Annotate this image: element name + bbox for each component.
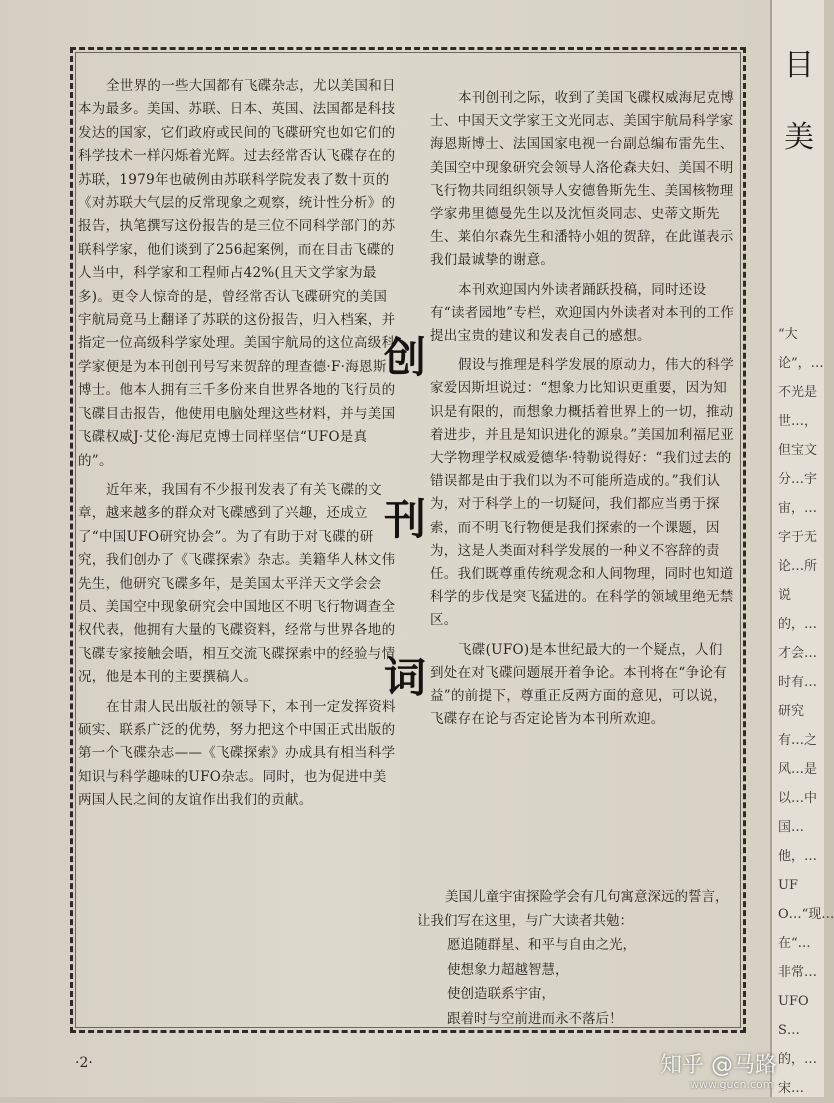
watermark-text: 知乎 @马路	[660, 1053, 777, 1078]
pledge-poem	[417, 933, 737, 1031]
poem-line: 跟着时与空前进而永不落后！	[447, 1010, 623, 1027]
poem-line: 使想象力超越智慧，	[447, 961, 569, 978]
next-page-title	[784, 30, 824, 174]
right-paragraph-2: 本刊欢迎国内外读者踊跃投稿，同时还设有“读者园地”专栏，欢迎国内外读者对本刊的工作提出宝贵的建议和发表自己的感想。	[430, 281, 735, 345]
page-number: ·2·	[75, 1055, 93, 1071]
right-column	[430, 87, 735, 731]
title-char-3: 词	[383, 653, 426, 702]
right-paragraph-1: 本刊创刊之际，收到了美国飞碟权威海尼克博士、中国天文学家王文光同志、美国宇航局科学家海恩斯博士、法国国家电视一台副总编布雷先生、美国空中现象研究会领导人洛伦森夫妇、美国不明飞行物共同组织领导人安德鲁斯先生、美国核物理学家弗里德曼先生以及沈恒炎同志、史蒂文斯先生、莱伯尔森先生和潘特小姐的贺辞，在此谨表示我们最诚挚的谢意。	[430, 90, 734, 269]
left-paragraph-1: 全世界的一些大国都有飞碟杂志，尤以美国和日本为最多。美国、苏联、日本、英国、法国都是科技发达的国家，它们政府或民间的飞碟研究也如它们的科学技术一样闪烁着光辉。过去经常否认飞碟存在的苏联，1979年也破例由苏联科学院发表了数十页的《对苏联大气层的反常现象之观察，统计性分析》的报告，执笔撰写这份报告的是三位不同科学部门的苏联科学家，他们谈到了256起案例，而在目击飞碟的人当中，科学家和工程师占42%(且天文学家为最多)。更令人惊奇的是，曾经常否认飞碟研究的美国宇航局竟马上翻译了苏联的这份报告，归入档案，并指定一位高级科学家处理。美国宇航局的这位高级科学家便是为本刊创刊号写来贺辞的理查德·F·海恩斯博士。他本人拥有三千多份来自世界各地的飞行员的飞碟目击报告，他使用电脑处理这些材料，并与美国飞碟权威J·艾伦·海尼克博士同样坚信“UFO是真的”。	[78, 78, 396, 469]
title-char-1: 创	[383, 333, 426, 382]
watermark-url: www.gucn.com	[690, 1078, 774, 1091]
next-page-edge	[770, 0, 834, 1097]
right-paragraph-3: 假设与推理是科学发展的原动力，伟大的科学家爱因斯坦说过：“想象力比知识更重要，因为知识是有限的，而想象力概括着世界上的一切，推动着进步，并且是知识进化的源泉。”美国加利福尼亚大学物理学权威爱德华·特勒说得好：“我们过去的错误都是由于我们以为不可能所造成的。”我们认为，对于科学上的一切疑问，我们都应当勇于探索，而不明飞行物便是我们探索的一个课题，因为，这是人类面对科学发展的一种义不容辞的责任。我们既尊重传统观念和人间物理，同时也知道科学的步伐是突飞猛进的。在科学的领域里绝无禁区。	[430, 357, 735, 629]
title-char-2: 刊	[383, 495, 426, 544]
closing-section	[417, 885, 737, 1031]
right-paragraph-4: 飞碟(UFO)是本世纪最大的一个疑点，人们到处在对飞碟问题展开着争论。本刊将在“争论有益”的前提下，尊重正反两方面的意见，可以说，飞碟存在论与否定论皆为本刊所欢迎。	[430, 641, 728, 728]
poem-line: 愿追随群星、和平与自由之光，	[447, 937, 636, 953]
pledge-intro: 美国儿童宇宙探险学会有几句寓意深远的誓言，让我们写在这里，与广大读者共勉：	[417, 889, 729, 929]
next-page-title-char: 目	[784, 48, 814, 83]
next-page-title-char: 美	[784, 120, 814, 155]
left-paragraph-3: 在甘肃人民出版社的领导下，本刊一定发挥资料硕实、联系广泛的优势，努力把这个中国正式出版的第一个飞碟杂志——《飞碟探索》办成具有相当科学知识与科学趣味的UFO杂志。同时，也为促进中美两国人民之间的友谊作出我们的贡献。	[78, 698, 396, 809]
poem-line: 使创造联系宇宙，	[447, 986, 555, 1002]
next-page-text-fragments: “大论”，…不光是世…，但宝文分…宇宙，…字于无论…所说的，…才会…时有…研究有…之风…是以…中国…他，…UFO…“现…在“…非常…UFOS…的，…宋…	[778, 327, 834, 1096]
left-column	[78, 75, 396, 813]
left-paragraph-2: 近年来，我国有不少报刊发表了有关飞碟的文章，越来越多的群众对飞碟感到了兴趣，还成立了“中国UFO研究协会”。为了有助于对飞碟的研究，我们创办了《飞碟探索》杂志。美籍华人林文伟先生，他研究飞碟多年，是美国太平洋天文学会会员、美国空中现象研究会中国地区不明飞行物调查全权代表，他拥有大量的飞碟资料，经常与世界各地的飞碟专家接触会晤，相互交流飞碟探索中的经验与情况，他是本刊的主要撰稿人。	[78, 481, 396, 686]
